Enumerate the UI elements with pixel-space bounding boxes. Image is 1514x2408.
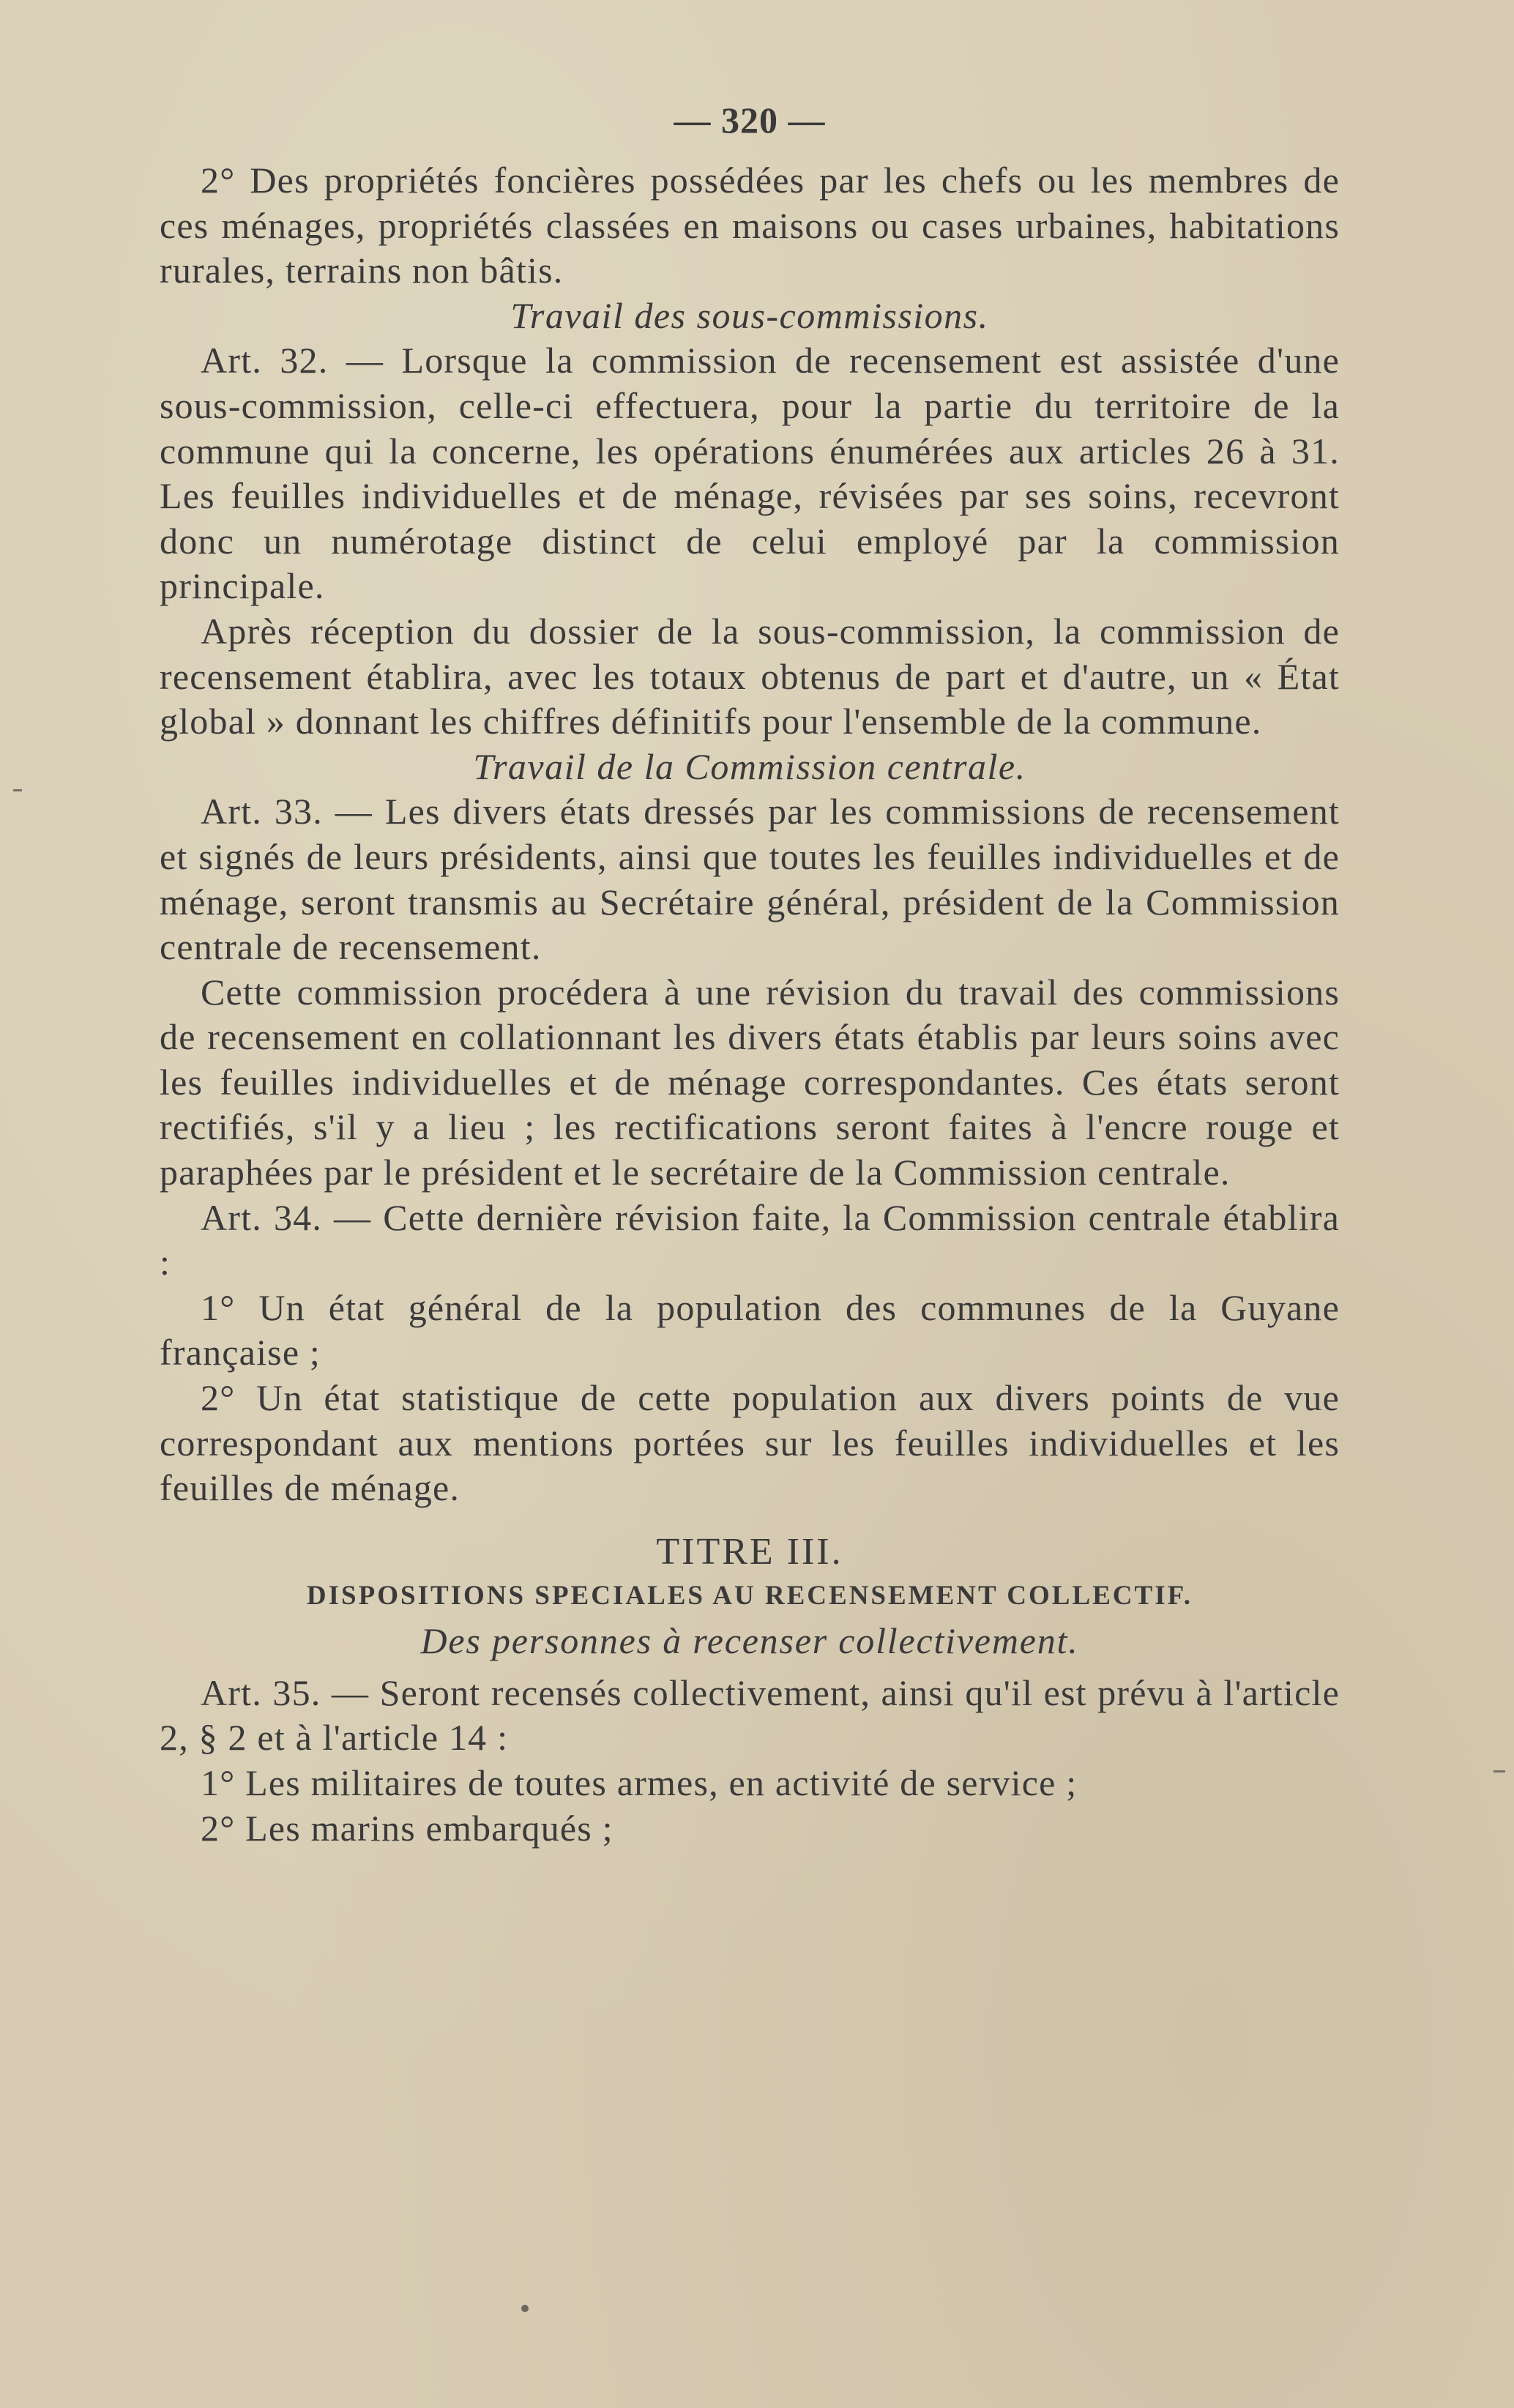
paragraph-revision: Cette commission procédera à une révision du travail des commissions de recensement en collationnant les divers états établis par leurs soins avec les feuilles individuelles et de ménage correspondantes. Ces états seront rectifiés, s'il y a lieu ; les rectifications seront faites à l'encre rouge et paraphées par le président et le secrétaire de la Commission centrale. [160, 971, 1340, 1193]
paragraph-etat-statistique: 2° Un état statistique de cette population aux divers points de vue correspondant aux mentions portées sur les feuilles individuelles et les feuilles de ménage. [160, 1377, 1340, 1509]
paragraph-article-32: Art. 32. — Lorsque la commission de recensement est assistée d'une sous-commission, celle-ci effectuera, pour la partie du territoire de la commune qui la concerne, les opérations énumérées aux articles 26 à 31. Les feuilles individuelles et de ménage, révisées par ses soins, recevront donc un numérotage distinct de celui employé par la commission principale. [160, 340, 1340, 607]
paragraph-article-33: Art. 33. — Les divers états dressés par les commissions de recensement et signés de leurs présidents, ainsi que toutes les feuilles individuelles et de ménage, seront transmis au Secrétaire général, président de la Commission centrale de recensement. [160, 791, 1340, 968]
paragraph-proprietes: 2° Des propriétés foncières possédées par les chefs ou les membres de ces ménages, propriétés classées en maisons ou cases urbaines, habitations rurales, terrains non bâtis. [160, 160, 1340, 291]
paragraph-etat-global: Après réception du dossier de la sous-commission, la commission de recensement établira, avec les totaux obtenus de part et d'autre, un « État global » donnant les chiffres définitifs pour l'ensemble de la commune. [160, 610, 1340, 742]
heading-commission-centrale: Travail de la Commission centrale. [473, 745, 1026, 787]
paragraph-article-34: Art. 34. — Cette dernière révision faite, la Commission centrale établira : [160, 1196, 1340, 1283]
paragraph-marins: 2° Les marins embarqués ; [201, 1807, 614, 1849]
title-titre-iii: TITRE III. [656, 1530, 843, 1573]
paragraph-article-35: Art. 35. — Seront recensés collectivement, ainsi qu'il est prévu à l'article 2, § 2 et à l'article 14 : [160, 1671, 1340, 1759]
page-text-block [160, 88, 1340, 1851]
margin-mark-right [1494, 1770, 1505, 1773]
page-number: — 320 — [674, 100, 826, 141]
heading-personnes: Des personnes à recenser collectivement. [420, 1619, 1079, 1661]
ink-speck [521, 2305, 529, 2312]
paragraph-etat-general: 1° Un état général de la population des communes de la Guyane française ; [160, 1286, 1340, 1373]
paragraph-militaires: 1° Les militaires de toutes armes, en activité de service ; [201, 1762, 1078, 1803]
margin-mark-left [13, 789, 22, 791]
heading-sous-commissions: Travail des sous-commissions. [510, 294, 989, 336]
section-dispositions: DISPOSITIONS SPECIALES AU RECENSEMENT COLLECTIF. [306, 1580, 1193, 1611]
